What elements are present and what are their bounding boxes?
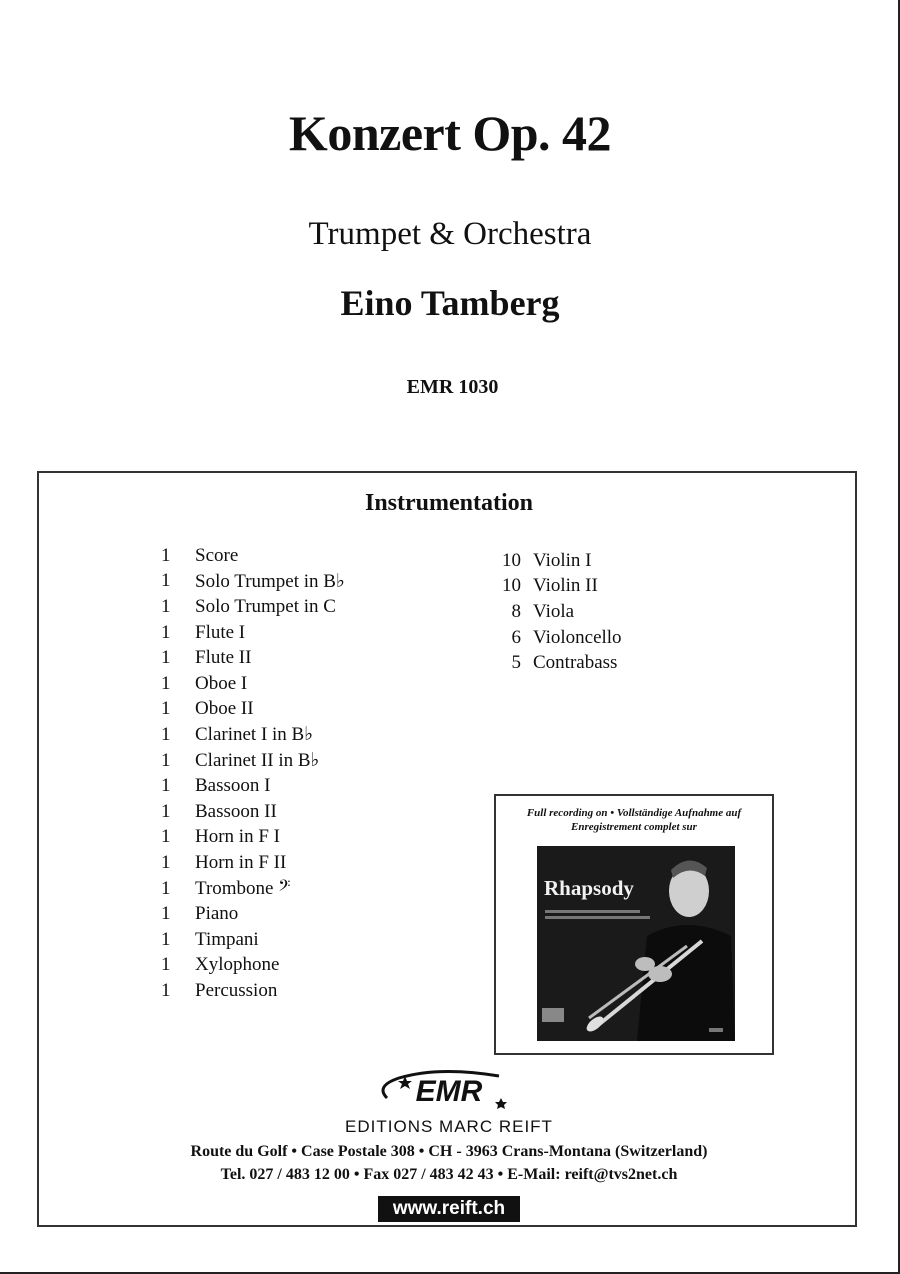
website-link[interactable]: www.reift.ch — [378, 1196, 520, 1222]
subtitle: Trumpet & Orchestra — [308, 216, 592, 252]
instrument-quantity: 5 — [511, 652, 521, 674]
publisher-name: EDITIONS MARC REIFT — [345, 1117, 553, 1136]
instrument-name: Contrabass — [533, 652, 618, 674]
instrument-item — [161, 697, 345, 723]
instrument-item — [161, 748, 345, 774]
cd-cover-image — [537, 846, 735, 1041]
emr-logo — [39, 1068, 859, 1119]
instrument-name: Timpani — [195, 928, 259, 950]
instrument-item — [161, 799, 345, 825]
instrument-quantity: 1 — [161, 595, 171, 617]
instrument-quantity: 10 — [502, 549, 521, 571]
instrument-quantity: 1 — [161, 851, 171, 873]
publisher-contact: Tel. 027 / 483 12 00 • Fax 027 / 483 42 43 • E-Mail: reift@tvs2net.ch — [220, 1166, 678, 1183]
instrument-quantity: 1 — [161, 877, 171, 899]
instrument-name: Bassoon I — [195, 775, 271, 797]
instrument-item — [161, 773, 345, 799]
instrument-name: Solo Trumpet in B♭ — [195, 570, 345, 592]
instrument-list-right — [491, 548, 622, 676]
instrument-item — [161, 543, 345, 569]
instrument-name: Horn in F I — [195, 826, 280, 848]
instrument-name: Violin II — [533, 575, 598, 597]
cd-title: Rhapsody — [544, 876, 634, 900]
instrument-name: Clarinet II in B♭ — [195, 750, 320, 772]
instrument-item — [491, 599, 622, 625]
instrument-quantity: 1 — [161, 903, 171, 925]
instrument-item — [161, 722, 345, 748]
instrument-name: Score — [195, 544, 239, 566]
catalog-number: EMR 1030 — [406, 376, 499, 398]
instrument-quantity: 1 — [161, 928, 171, 950]
instrument-name: Horn in F II — [195, 851, 287, 873]
recording-caption-line1: Full recording on • Vollständige Aufnahme auf — [526, 807, 742, 819]
instrument-quantity: 1 — [161, 621, 171, 643]
instrument-quantity: 1 — [161, 698, 171, 720]
instrumentation-heading: Instrumentation — [364, 490, 533, 516]
instrument-quantity: 1 — [161, 954, 171, 976]
instrument-name: Piano — [195, 903, 239, 925]
instrument-quantity: 1 — [161, 826, 171, 848]
recording-panel — [494, 794, 774, 1055]
trumpeter-photo — [537, 846, 735, 1041]
instrument-name: Xylophone — [195, 954, 280, 976]
instrument-name: Bassoon II — [195, 800, 277, 822]
instrument-name: Clarinet I in B♭ — [195, 724, 314, 746]
instrument-name: Oboe I — [195, 672, 248, 694]
instrument-item — [161, 953, 345, 979]
instrument-name: Percussion — [195, 979, 278, 1001]
instrument-item — [161, 825, 345, 851]
instrument-name: Violin I — [533, 549, 592, 571]
instrument-quantity: 1 — [161, 723, 171, 745]
instrument-item — [161, 671, 345, 697]
composer-name: Eino Tamberg — [340, 283, 560, 323]
instrument-quantity: 1 — [161, 647, 171, 669]
instrument-item — [491, 574, 622, 600]
page-title: Konzert Op. 42 — [288, 105, 612, 161]
instrument-name: Viola — [533, 600, 575, 622]
instrument-list-left — [161, 543, 345, 1004]
instrument-name: Violoncello — [533, 626, 622, 648]
instrument-name: Oboe II — [195, 698, 254, 720]
instrument-item — [161, 876, 345, 902]
instrument-item — [491, 650, 622, 676]
instrument-quantity: 1 — [161, 672, 171, 694]
emr-logo-graphic — [369, 1068, 529, 1114]
instrument-item — [161, 978, 345, 1004]
emr-logo-text: EMR — [415, 1075, 483, 1108]
instrument-item — [161, 850, 345, 876]
instrument-quantity: 1 — [161, 979, 171, 1001]
instrument-quantity: 10 — [502, 575, 521, 597]
instrument-item — [491, 548, 622, 574]
instrumentation-box — [37, 471, 857, 1227]
instrument-quantity: 1 — [161, 570, 171, 592]
instrument-quantity: 1 — [161, 544, 171, 566]
instrument-item — [491, 625, 622, 651]
instrument-item — [161, 569, 345, 595]
instrument-name: Solo Trumpet in C — [195, 595, 336, 617]
instrument-quantity: 6 — [511, 626, 521, 648]
instrument-item — [161, 901, 345, 927]
instrument-name: Trombone 𝄢 — [195, 877, 291, 899]
instrument-quantity: 8 — [511, 600, 521, 622]
recording-caption — [496, 806, 772, 834]
instrument-item — [161, 645, 345, 671]
instrument-quantity: 1 — [161, 800, 171, 822]
instrument-item — [161, 620, 345, 646]
instrument-quantity: 1 — [161, 775, 171, 797]
instrument-name: Flute I — [195, 621, 246, 643]
instrument-item — [161, 594, 345, 620]
recording-caption-line2: Enregistrement complet sur — [571, 821, 697, 833]
publisher-address: Route du Golf • Case Postale 308 • CH - 3963 Crans-Montana (Switzerland) — [190, 1143, 708, 1160]
instrument-item — [161, 927, 345, 953]
instrument-name: Flute II — [195, 647, 252, 669]
instrument-quantity: 1 — [161, 749, 171, 771]
